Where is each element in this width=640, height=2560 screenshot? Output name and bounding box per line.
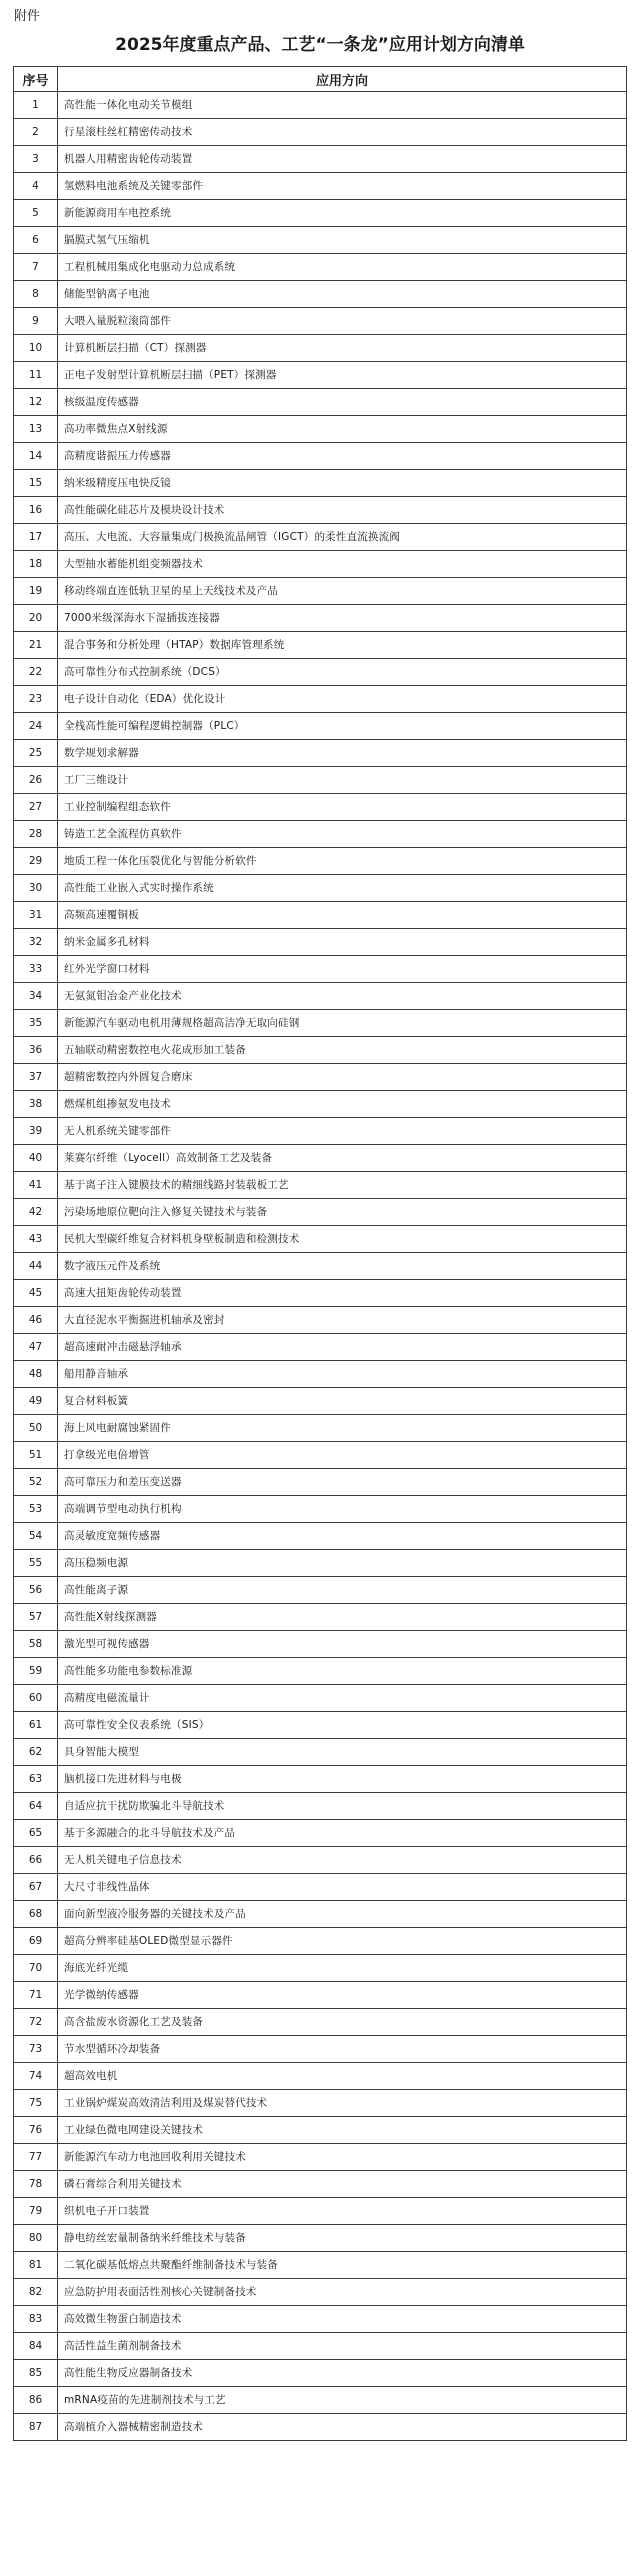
row-number: 3 <box>14 146 58 173</box>
row-direction: 无氨氮钼冶金产业化技术 <box>58 983 627 1010</box>
table-row <box>14 1280 627 1307</box>
row-number: 11 <box>14 362 58 389</box>
row-number: 28 <box>14 821 58 848</box>
row-number: 64 <box>14 1793 58 1820</box>
row-direction: 燃煤机组掺氨发电技术 <box>58 1091 627 1118</box>
row-number: 23 <box>14 686 58 713</box>
row-number: 7 <box>14 254 58 281</box>
row-direction: 高性能生物反应器制备技术 <box>58 2360 627 2387</box>
table-row <box>14 1361 627 1388</box>
row-direction: 正电子发射型计算机断层扫描（PET）探测器 <box>58 362 627 389</box>
row-number: 72 <box>14 2009 58 2036</box>
row-number: 31 <box>14 902 58 929</box>
column-header-number: 序号 <box>14 67 58 92</box>
row-number: 6 <box>14 227 58 254</box>
row-number: 81 <box>14 2252 58 2279</box>
table-row <box>14 443 627 470</box>
row-number: 47 <box>14 1334 58 1361</box>
row-number: 76 <box>14 2117 58 2144</box>
table-row <box>14 1658 627 1685</box>
row-number: 22 <box>14 659 58 686</box>
row-direction: 新能源商用车电控系统 <box>58 200 627 227</box>
row-direction: 铸造工艺全流程仿真软件 <box>58 821 627 848</box>
row-direction: 高功率微焦点X射线源 <box>58 416 627 443</box>
row-direction: 打拿级光电倍增管 <box>58 1442 627 1469</box>
application-direction-table <box>13 66 627 2441</box>
row-direction: 电子设计自动化（EDA）优化设计 <box>58 686 627 713</box>
row-direction: 高灵敏度宽频传感器 <box>58 1523 627 1550</box>
row-direction: 7000米级深海水下湿插拔连接器 <box>58 605 627 632</box>
table-row <box>14 119 627 146</box>
row-number: 44 <box>14 1253 58 1280</box>
row-number: 5 <box>14 200 58 227</box>
row-number: 26 <box>14 767 58 794</box>
table-row <box>14 173 627 200</box>
row-number: 30 <box>14 875 58 902</box>
row-direction: 无人机系统关键零部件 <box>58 1118 627 1145</box>
row-number: 25 <box>14 740 58 767</box>
table-row <box>14 2279 627 2306</box>
table-row <box>14 1415 627 1442</box>
row-direction: 高端植介入器械精密制造技术 <box>58 2414 627 2441</box>
row-number: 24 <box>14 713 58 740</box>
row-direction: 高可靠压力和差压变送器 <box>58 1469 627 1496</box>
table-row <box>14 551 627 578</box>
row-direction: 超高效电机 <box>58 2063 627 2090</box>
table-row <box>14 1928 627 1955</box>
row-number: 84 <box>14 2333 58 2360</box>
row-number: 50 <box>14 1415 58 1442</box>
row-direction: 静电纺丝宏量制备纳米纤维技术与装备 <box>58 2225 627 2252</box>
row-direction: 高可靠性分布式控制系统（DCS） <box>58 659 627 686</box>
row-direction: 工业锅炉煤炭高效清洁利用及煤炭替代技术 <box>58 2090 627 2117</box>
row-direction: 工厂三维设计 <box>58 767 627 794</box>
row-number: 33 <box>14 956 58 983</box>
table-row <box>14 1253 627 1280</box>
row-number: 61 <box>14 1712 58 1739</box>
row-number: 45 <box>14 1280 58 1307</box>
table-row <box>14 308 627 335</box>
row-direction: 民机大型碳纤维复合材料机身壁板制造和检测技术 <box>58 1226 627 1253</box>
table-row <box>14 767 627 794</box>
row-direction: 数字液压元件及系统 <box>58 1253 627 1280</box>
row-direction: 高端调节型电动执行机构 <box>58 1496 627 1523</box>
row-number: 71 <box>14 1982 58 2009</box>
row-direction: 数学规划求解器 <box>58 740 627 767</box>
table-row <box>14 659 627 686</box>
table-row <box>14 1793 627 1820</box>
row-direction: 红外光学窗口材料 <box>58 956 627 983</box>
table-row <box>14 1064 627 1091</box>
row-number: 21 <box>14 632 58 659</box>
table-row <box>14 2414 627 2441</box>
row-number: 67 <box>14 1874 58 1901</box>
row-number: 65 <box>14 1820 58 1847</box>
row-number: 79 <box>14 2198 58 2225</box>
row-number: 87 <box>14 2414 58 2441</box>
table-row <box>14 2117 627 2144</box>
row-number: 18 <box>14 551 58 578</box>
table-row <box>14 254 627 281</box>
table-row <box>14 1901 627 1928</box>
row-direction: 复合材料板簧 <box>58 1388 627 1415</box>
table-row <box>14 1091 627 1118</box>
row-number: 37 <box>14 1064 58 1091</box>
row-direction: 基于离子注入键膜技术的精细线路封装载板工艺 <box>58 1172 627 1199</box>
table-row <box>14 1712 627 1739</box>
row-direction: 高性能离子源 <box>58 1577 627 1604</box>
table-row <box>14 362 627 389</box>
table-row <box>14 1307 627 1334</box>
table-row <box>14 227 627 254</box>
row-direction: 莱赛尔纤维（Lyocell）高效制备工艺及装备 <box>58 1145 627 1172</box>
table-row <box>14 686 627 713</box>
table-row <box>14 1469 627 1496</box>
table-row <box>14 1847 627 1874</box>
row-number: 15 <box>14 470 58 497</box>
table-row <box>14 1766 627 1793</box>
table-row <box>14 146 627 173</box>
row-number: 52 <box>14 1469 58 1496</box>
table-row <box>14 1523 627 1550</box>
row-number: 48 <box>14 1361 58 1388</box>
table-row <box>14 1172 627 1199</box>
table-row <box>14 389 627 416</box>
row-number: 86 <box>14 2387 58 2414</box>
row-direction: 纳米级精度压电快反镜 <box>58 470 627 497</box>
row-number: 57 <box>14 1604 58 1631</box>
row-number: 34 <box>14 983 58 1010</box>
row-direction: 脑机接口先进材料与电极 <box>58 1766 627 1793</box>
row-direction: 高性能碳化硅芯片及模块设计技术 <box>58 497 627 524</box>
table-row <box>14 2036 627 2063</box>
row-direction: 氢燃料电池系统及关键零部件 <box>58 173 627 200</box>
row-number: 75 <box>14 2090 58 2117</box>
row-direction: 高精度电磁流量计 <box>58 1685 627 1712</box>
row-number: 41 <box>14 1172 58 1199</box>
row-direction: 高频高速覆铜板 <box>58 902 627 929</box>
row-direction: 高性能一体化电动关节模组 <box>58 92 627 119</box>
row-number: 17 <box>14 524 58 551</box>
row-direction: 高精度谐振压力传感器 <box>58 443 627 470</box>
row-number: 46 <box>14 1307 58 1334</box>
attachment-label: 附件 <box>14 9 41 24</box>
table-row <box>14 632 627 659</box>
row-number: 20 <box>14 605 58 632</box>
row-number: 36 <box>14 1037 58 1064</box>
table-row <box>14 2009 627 2036</box>
row-direction: 磷石膏综合利用关键技术 <box>58 2171 627 2198</box>
row-direction: 无人机关键电子信息技术 <box>58 1847 627 1874</box>
table-row <box>14 848 627 875</box>
row-direction: 节水型循环冷却装备 <box>58 2036 627 2063</box>
row-direction: 高含盐废水资源化工艺及装备 <box>58 2009 627 2036</box>
table-row <box>14 929 627 956</box>
row-direction: 工业绿色微电网建设关键技术 <box>58 2117 627 2144</box>
table-row <box>14 1442 627 1469</box>
table-row <box>14 416 627 443</box>
row-direction: 全栈高性能可编程逻辑控制器（PLC） <box>58 713 627 740</box>
row-direction: 面向新型液冷服务器的关键技术及产品 <box>58 1901 627 1928</box>
row-number: 82 <box>14 2279 58 2306</box>
table-row <box>14 578 627 605</box>
row-direction: 大直径泥水平衡掘进机轴承及密封 <box>58 1307 627 1334</box>
row-number: 39 <box>14 1118 58 1145</box>
row-direction: 超高速耐冲击磁悬浮轴承 <box>58 1334 627 1361</box>
row-direction: 大尺寸非线性晶体 <box>58 1874 627 1901</box>
table-row <box>14 2333 627 2360</box>
table-row <box>14 794 627 821</box>
row-direction: 膈膜式氢气压缩机 <box>58 227 627 254</box>
row-direction: 高活性益生菌剂制备技术 <box>58 2333 627 2360</box>
row-direction: 污染场地原位靶向注入修复关键技术与装备 <box>58 1199 627 1226</box>
row-direction: 高性能多功能电参数标准源 <box>58 1658 627 1685</box>
row-direction: 工业控制编程组态软件 <box>58 794 627 821</box>
row-number: 53 <box>14 1496 58 1523</box>
row-direction: 核级温度传感器 <box>58 389 627 416</box>
table-header-row <box>14 67 627 92</box>
row-direction: 高可靠性安全仪表系统（SIS） <box>58 1712 627 1739</box>
table-row <box>14 1550 627 1577</box>
row-direction: 织机电子开口装置 <box>58 2198 627 2225</box>
row-number: 59 <box>14 1658 58 1685</box>
table-row <box>14 1982 627 2009</box>
row-direction: 高性能X射线探测器 <box>58 1604 627 1631</box>
row-number: 69 <box>14 1928 58 1955</box>
row-number: 74 <box>14 2063 58 2090</box>
table-row <box>14 1577 627 1604</box>
row-number: 42 <box>14 1199 58 1226</box>
row-direction: 应急防护用表面活性剂核心关键制备技术 <box>58 2279 627 2306</box>
table-row <box>14 2252 627 2279</box>
row-number: 77 <box>14 2144 58 2171</box>
table-row <box>14 2225 627 2252</box>
row-number: 43 <box>14 1226 58 1253</box>
row-number: 19 <box>14 578 58 605</box>
table-row <box>14 1631 627 1658</box>
row-number: 85 <box>14 2360 58 2387</box>
table-row <box>14 605 627 632</box>
row-number: 83 <box>14 2306 58 2333</box>
row-number: 49 <box>14 1388 58 1415</box>
table-row <box>14 335 627 362</box>
table-row <box>14 2171 627 2198</box>
table-row <box>14 902 627 929</box>
row-number: 51 <box>14 1442 58 1469</box>
table-row <box>14 713 627 740</box>
row-number: 63 <box>14 1766 58 1793</box>
row-direction: 自适应抗干扰防欺骗北斗导航技术 <box>58 1793 627 1820</box>
row-number: 12 <box>14 389 58 416</box>
table-row <box>14 2090 627 2117</box>
column-header-direction: 应用方向 <box>58 67 627 92</box>
table-row <box>14 524 627 551</box>
row-direction: 激光型可视传感器 <box>58 1631 627 1658</box>
row-direction: 二氧化碳基低熔点共聚酯纤维制备技术与装备 <box>58 2252 627 2279</box>
row-direction: 高效微生物蛋白制造技术 <box>58 2306 627 2333</box>
table-row <box>14 2144 627 2171</box>
table-row <box>14 1334 627 1361</box>
table-row <box>14 2306 627 2333</box>
row-direction: 超高分辨率硅基OLED微型显示器件 <box>58 1928 627 1955</box>
row-number: 8 <box>14 281 58 308</box>
row-direction: mRNA疫苗的先进制剂技术与工艺 <box>58 2387 627 2414</box>
table-row <box>14 200 627 227</box>
table-row <box>14 1145 627 1172</box>
row-number: 9 <box>14 308 58 335</box>
row-number: 35 <box>14 1010 58 1037</box>
row-direction: 工程机械用集成化电驱动力总成系统 <box>58 254 627 281</box>
row-direction: 纳米金属多孔材料 <box>58 929 627 956</box>
row-direction: 新能源汽车驱动电机用薄规格超高洁净无取向硅钢 <box>58 1010 627 1037</box>
row-direction: 具身智能大模型 <box>58 1739 627 1766</box>
row-number: 29 <box>14 848 58 875</box>
row-number: 13 <box>14 416 58 443</box>
table-row <box>14 2387 627 2414</box>
row-direction: 机器人用精密齿轮传动装置 <box>58 146 627 173</box>
row-direction: 高性能工业嵌入式实时操作系统 <box>58 875 627 902</box>
table-row <box>14 1118 627 1145</box>
row-number: 1 <box>14 92 58 119</box>
row-number: 66 <box>14 1847 58 1874</box>
row-direction: 储能型钠离子电池 <box>58 281 627 308</box>
row-direction: 地质工程一体化压裂优化与智能分析软件 <box>58 848 627 875</box>
table-row <box>14 1955 627 1982</box>
row-number: 56 <box>14 1577 58 1604</box>
table-row <box>14 1226 627 1253</box>
row-number: 27 <box>14 794 58 821</box>
table-row <box>14 875 627 902</box>
row-number: 4 <box>14 173 58 200</box>
row-number: 38 <box>14 1091 58 1118</box>
table-row <box>14 470 627 497</box>
row-number: 2 <box>14 119 58 146</box>
table-row <box>14 740 627 767</box>
row-direction: 光学微纳传感器 <box>58 1982 627 2009</box>
row-number: 68 <box>14 1901 58 1928</box>
row-number: 54 <box>14 1523 58 1550</box>
row-number: 40 <box>14 1145 58 1172</box>
table-row <box>14 1496 627 1523</box>
row-number: 60 <box>14 1685 58 1712</box>
row-direction: 新能源汽车动力电池回收利用关键技术 <box>58 2144 627 2171</box>
table-row <box>14 2063 627 2090</box>
row-number: 70 <box>14 1955 58 1982</box>
row-direction: 高压、大电流、大容量集成门极换流晶闸管（IGCT）的柔性直流换流阀 <box>58 524 627 551</box>
row-number: 73 <box>14 2036 58 2063</box>
table-row <box>14 821 627 848</box>
row-direction: 超精密数控内外圆复合磨床 <box>58 1064 627 1091</box>
table-row <box>14 2198 627 2225</box>
document-title: 2025年度重点产品、工艺“一条龙”应用计划方向清单 <box>115 35 525 55</box>
row-number: 62 <box>14 1739 58 1766</box>
table-row <box>14 281 627 308</box>
table-row <box>14 1037 627 1064</box>
row-number: 78 <box>14 2171 58 2198</box>
table-row <box>14 1739 627 1766</box>
table-row <box>14 497 627 524</box>
row-direction: 高压稳频电源 <box>58 1550 627 1577</box>
table-row <box>14 1388 627 1415</box>
row-direction: 五轴联动精密数控电火花成形加工装备 <box>58 1037 627 1064</box>
row-direction: 海底光纤光缆 <box>58 1955 627 1982</box>
table-row <box>14 1010 627 1037</box>
row-number: 32 <box>14 929 58 956</box>
table-row <box>14 983 627 1010</box>
row-direction: 基于多源融合的北斗导航技术及产品 <box>58 1820 627 1847</box>
row-number: 10 <box>14 335 58 362</box>
row-direction: 移动终端直连低轨卫星的星上天线技术及产品 <box>58 578 627 605</box>
row-direction: 高速大扭矩齿轮传动装置 <box>58 1280 627 1307</box>
table-row <box>14 1685 627 1712</box>
table-row <box>14 1604 627 1631</box>
table-row <box>14 2360 627 2387</box>
row-direction: 计算机断层扫描（CT）探测器 <box>58 335 627 362</box>
row-direction: 混合事务和分析处理（HTAP）数据库管理系统 <box>58 632 627 659</box>
row-direction: 行星滚柱丝杠精密传动技术 <box>58 119 627 146</box>
row-number: 80 <box>14 2225 58 2252</box>
row-direction: 海上风电耐腐蚀紧固件 <box>58 1415 627 1442</box>
row-direction: 大喂入量脱粒滚筒部件 <box>58 308 627 335</box>
row-direction: 船用静音轴承 <box>58 1361 627 1388</box>
row-number: 55 <box>14 1550 58 1577</box>
table-row <box>14 92 627 119</box>
row-direction: 大型抽水蓄能机组变频器技术 <box>58 551 627 578</box>
row-number: 58 <box>14 1631 58 1658</box>
row-number: 14 <box>14 443 58 470</box>
table-row <box>14 1874 627 1901</box>
table-row <box>14 1820 627 1847</box>
table-row <box>14 956 627 983</box>
table-row <box>14 1199 627 1226</box>
row-number: 16 <box>14 497 58 524</box>
